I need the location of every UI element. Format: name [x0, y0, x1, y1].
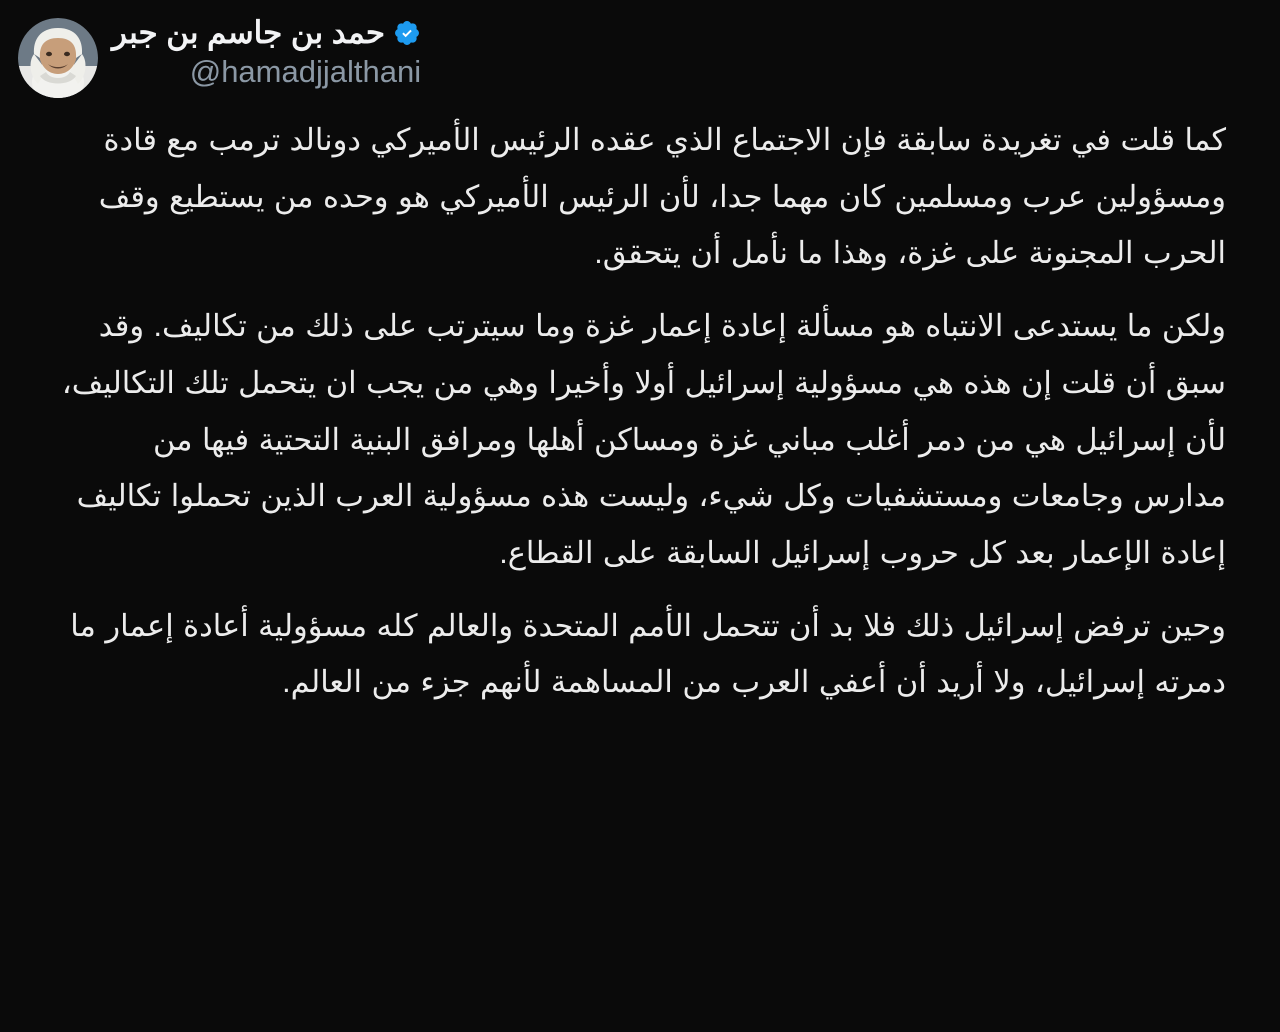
verified-badge-icon: [393, 19, 421, 47]
tweet-author-block: [112, 14, 435, 92]
tweet-header: [0, 0, 1280, 108]
tweet-paragraph: كما قلت في تغريدة سابقة فإن الاجتماع الذي عقده الرئيس الأميركي دونالد ترمب مع قادة ومسؤولين عرب ومسلمين كان مهما جدا، لأن الرئيس الأميركي هو وحده من يستطيع وقف الحرب المجنونة على غزة، وهذا ما نأمل أن يتحقق.: [98, 123, 1226, 271]
handle[interactable]: @hamadjjalthani: [189, 54, 422, 90]
tweet-paragraph: وحين ترفض إسرائيل ذلك فلا بد أن تتحمل الأمم المتحدة والعالم كله مسؤولية أعادة إعمار ما دمرته إسرائيل، ولا أريد أن أعفي العرب من المساهمة لأنهم جزء من العالم.: [70, 608, 1226, 700]
tweet-paragraph: ولكن ما يستدعى الانتباه هو مسألة إعادة إعمار غزة وما سيترتب على ذلك من تكاليف. وقد سبق أن قلت إن هذه هي مسؤولية إسرائيل أولا وأخيرا وهي من يجب ان يتحمل تلك التكاليف، لأن إسرائيل هي من دمر أغلب مباني غزة ومساكن أهلها ومرافق البنية التحتية فيها من مدارس وجامعات ومستشفيات وكل شيء، وليست هذه مسؤولية العرب الذين تحملوا تكاليف إعادة الإعمار بعد كل حروب إسرائيل السابقة على القطاع.: [61, 309, 1226, 571]
tweet-body: [0, 108, 1280, 711]
avatar[interactable]: [18, 18, 98, 98]
tweet-author-name-line: [112, 14, 421, 51]
display-name[interactable]: حمد بن جاسم بن جبر: [112, 15, 386, 50]
